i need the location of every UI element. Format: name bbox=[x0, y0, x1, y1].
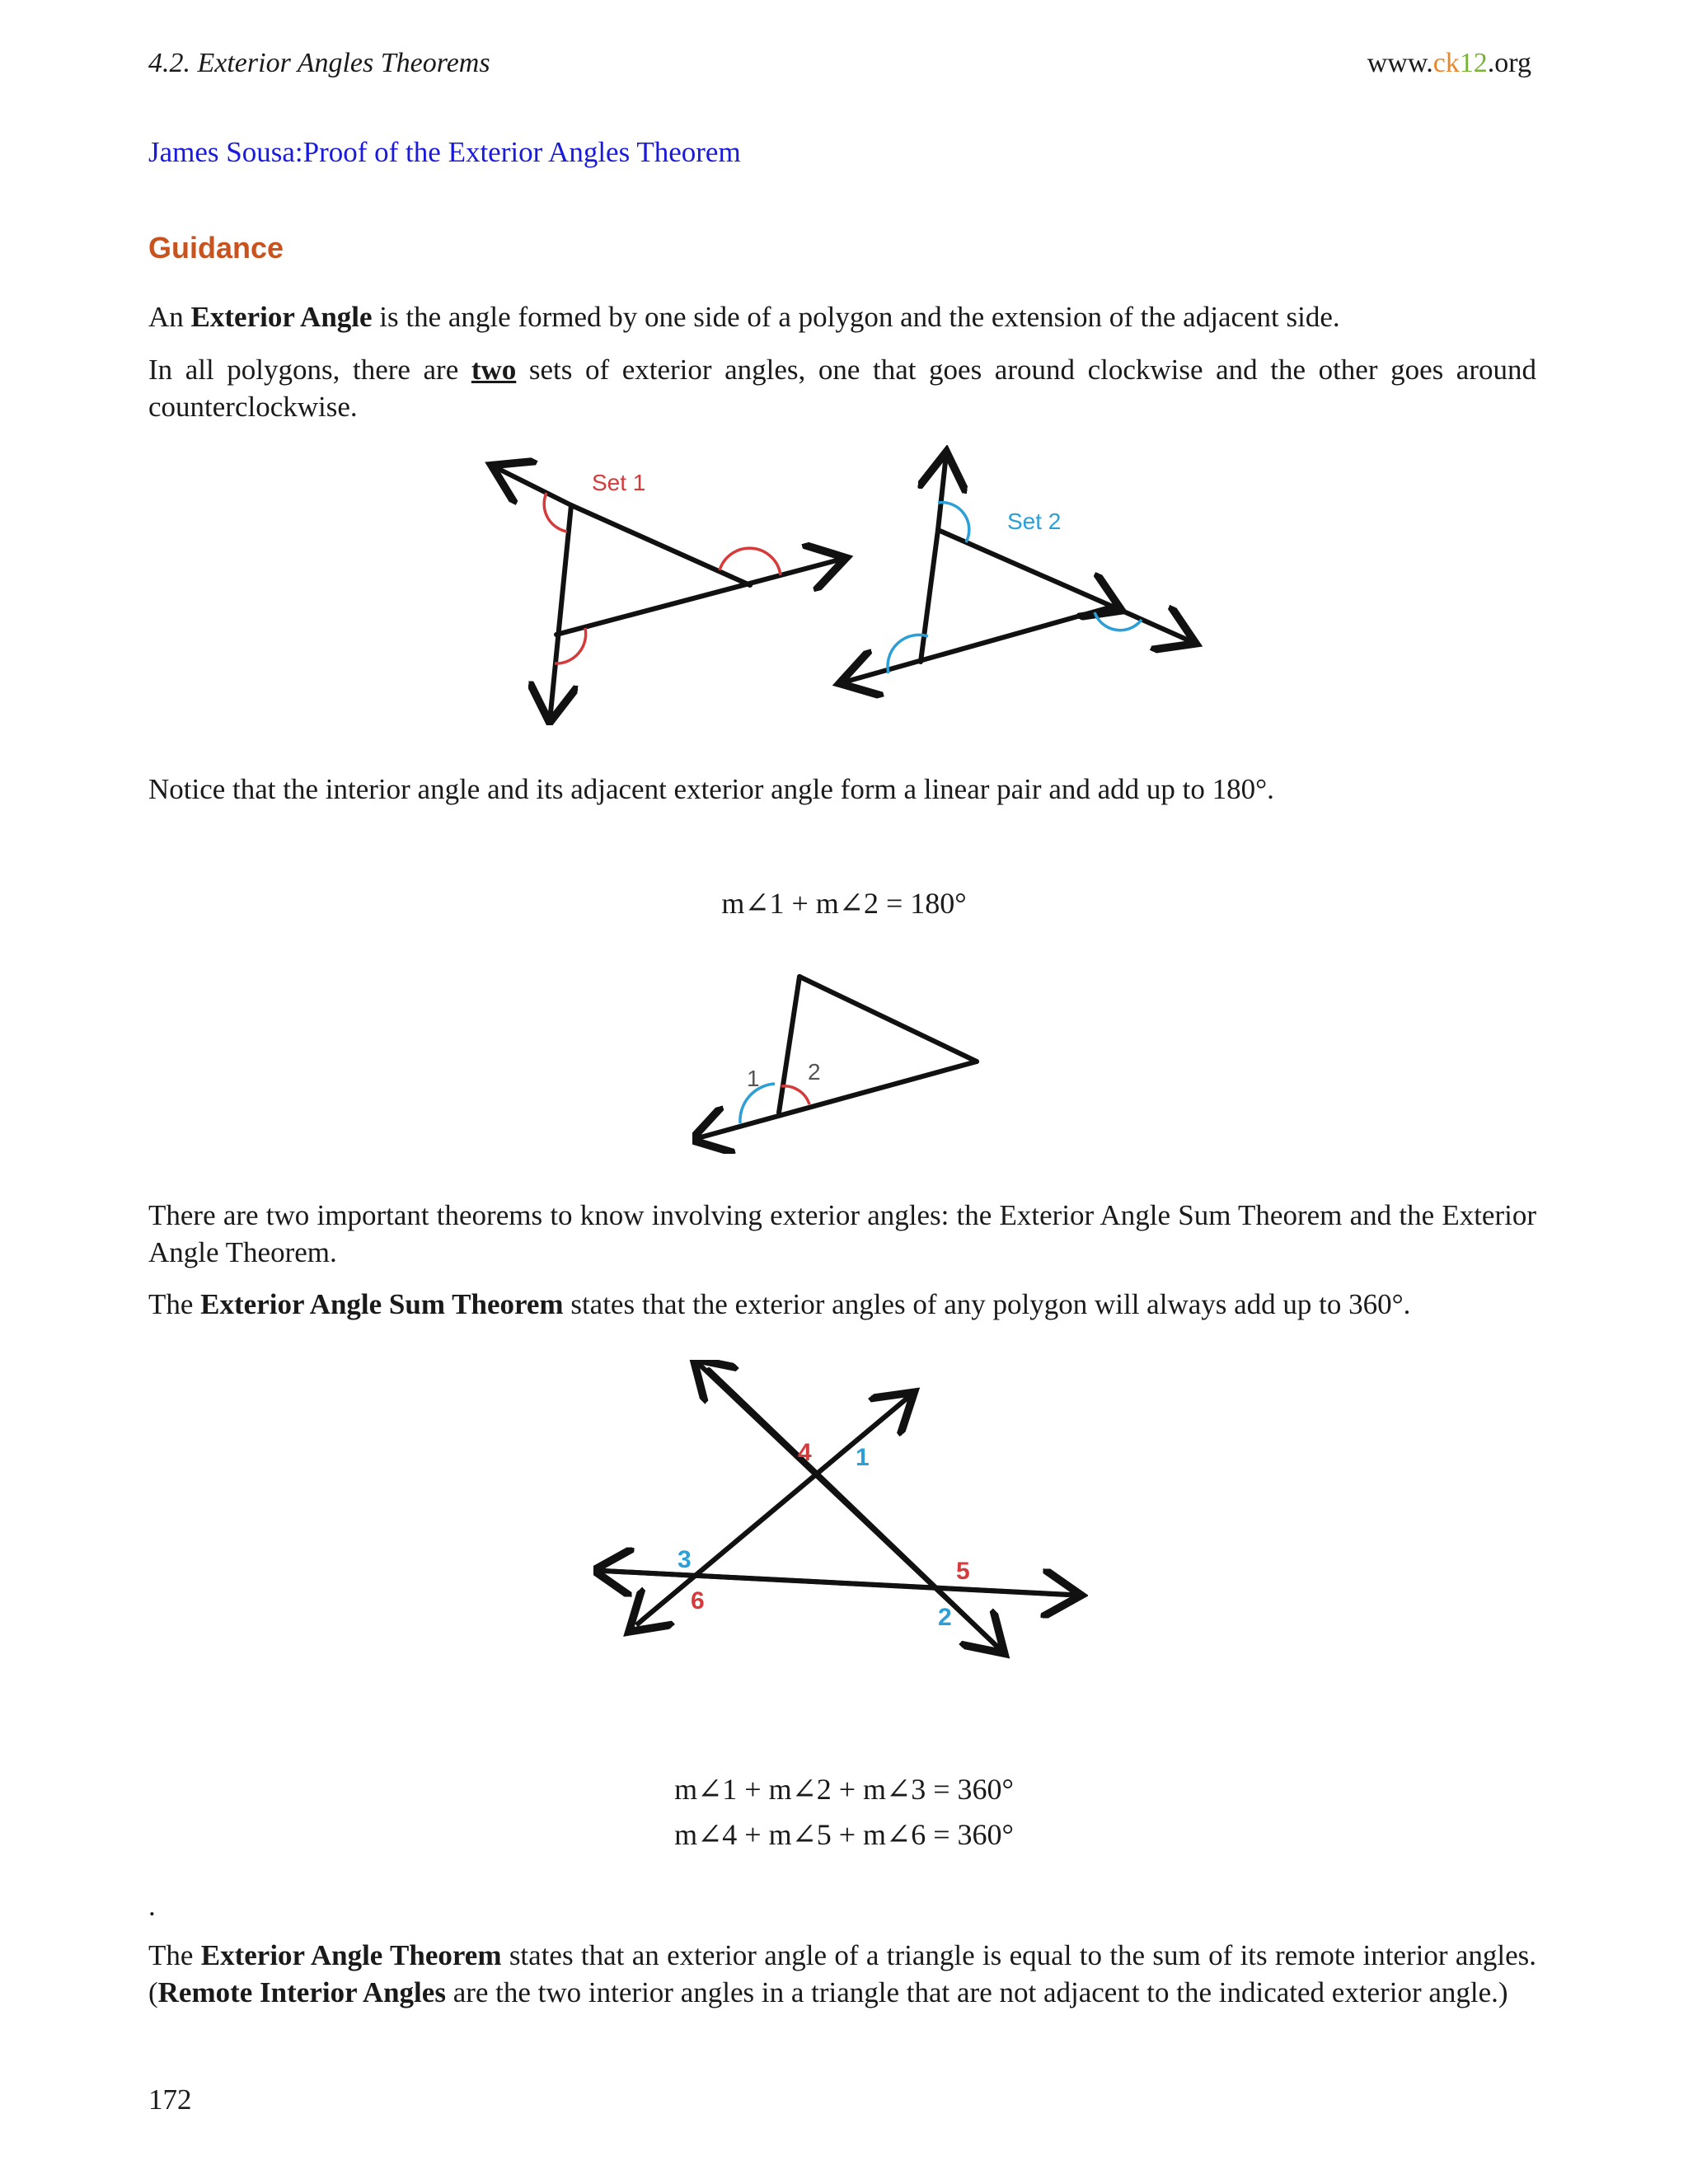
paragraph-exterior-angle-sum-theorem: The Exterior Angle Sum Theorem states that the exterior angles of any polygon will always add up to 360°. bbox=[148, 1288, 1411, 1320]
angle-1-label: 1 bbox=[856, 1444, 870, 1471]
paragraph-exterior-angle-theorem: The Exterior Angle Theorem states that an exterior angle of a triangle is equal to the sum of its remote interior angles. (Remote Interior Angles are the two interior angles in a triangle that are not adjacent to the indicated exterior angle.) bbox=[148, 1939, 1536, 2008]
set1-label: Set 1 bbox=[592, 470, 646, 495]
site-suffix: .org bbox=[1487, 48, 1531, 78]
angle-2-label: 2 bbox=[808, 1059, 821, 1085]
site-ck: ck bbox=[1432, 48, 1460, 78]
running-header-site[interactable] bbox=[1367, 48, 1531, 79]
set1-triangle bbox=[500, 470, 837, 713]
angle-2-label: 2 bbox=[938, 1604, 952, 1631]
set1-angle-arcs bbox=[544, 493, 781, 663]
paragraph-linear-pair: Notice that the interior angle and its adjacent exterior angle form a linear pair and add up to 180°. bbox=[148, 773, 1274, 805]
guidance-heading: Guidance bbox=[148, 231, 284, 265]
video-link[interactable]: James Sousa:Proof of the Exterior Angles Theorem bbox=[148, 136, 741, 168]
angle-5-label: 5 bbox=[956, 1558, 970, 1585]
paragraph-dot: . bbox=[148, 1890, 156, 1922]
paragraph-exterior-angle-definition: An Exterior Angle is the angle formed by one side of a polygon and the extension of the adjacent side. bbox=[148, 301, 1340, 333]
angle-3-label: 3 bbox=[678, 1546, 692, 1573]
figure-linear-pair-angles bbox=[692, 964, 989, 1154]
equation-linear-pair: m∠1 + m∠2 = 180° bbox=[721, 887, 967, 920]
figure-exterior-angle-sum bbox=[593, 1360, 1088, 1665]
angle-2-arc bbox=[781, 1086, 809, 1104]
figure-exterior-angle-sets bbox=[462, 445, 1203, 725]
angle-6-label: 6 bbox=[691, 1587, 705, 1615]
equation-sum-set-1: m∠1 + m∠2 + m∠3 = 360° bbox=[674, 1773, 1014, 1806]
page-number: 172 bbox=[148, 2083, 192, 2116]
equation-sum-set-2: m∠4 + m∠5 + m∠6 = 360° bbox=[674, 1818, 1014, 1851]
set2-label: Set 2 bbox=[1007, 509, 1062, 534]
intersecting-lines bbox=[603, 1366, 1071, 1647]
running-header-section: 4.2. Exterior Angles Theorems bbox=[148, 48, 490, 78]
site-prefix: www. bbox=[1367, 48, 1433, 78]
site-12: 12 bbox=[1459, 48, 1488, 78]
angle-4-label: 4 bbox=[798, 1439, 812, 1466]
angle-1-label: 1 bbox=[747, 1066, 760, 1091]
paragraph-two-theorems: There are two important theorems to know involving exterior angles: the Exterior Angle Sum Theorem and the Exterior Angle Theorem. bbox=[148, 1199, 1536, 1268]
paragraph-two-sets: In all polygons, there are two sets of exterior angles, one that goes around clockwise and the other goes around counterclockwise. bbox=[148, 354, 1537, 423]
set2-triangle bbox=[849, 462, 1187, 681]
